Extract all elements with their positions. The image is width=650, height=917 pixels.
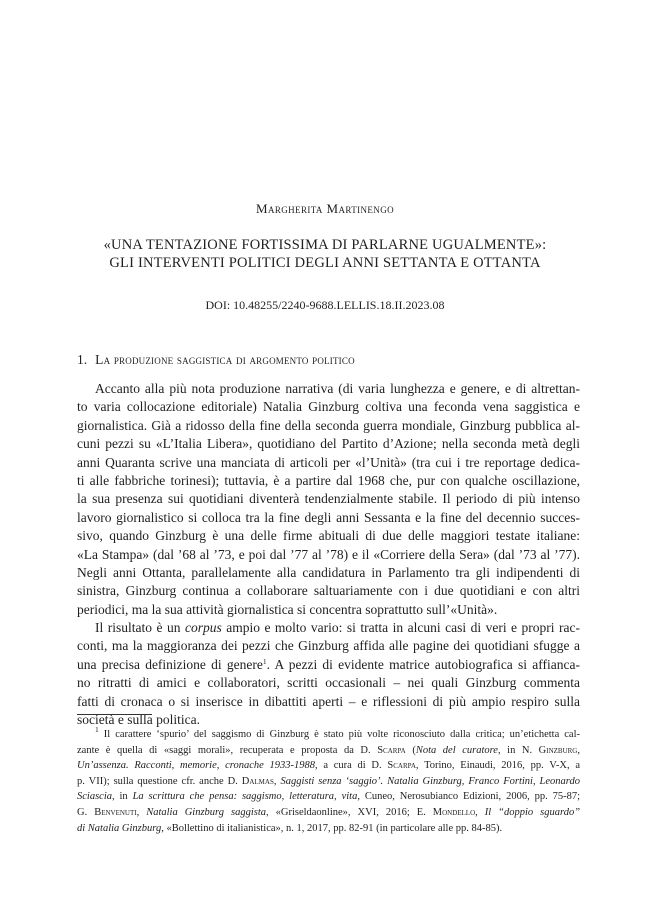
- cited-title: Il “doppio sguardo”: [484, 806, 581, 818]
- text-run: , in: [112, 791, 133, 803]
- paragraph-1-line: sinistra, Ginzburg continua a collaborare saltuariamente con i due quotidiani e con altri: [77, 583, 580, 599]
- author-surname: Ginzburg: [538, 744, 578, 756]
- article-title: [0, 236, 650, 272]
- footnote-line: [77, 758, 580, 774]
- cited-title: Saggisti senza ‘saggio’. Natalia Ginzburg, Franco Fortini, Leonardo: [280, 775, 580, 787]
- paragraph-2-line: [77, 619, 580, 637]
- author-surname: Mondello: [432, 806, 476, 818]
- paragraph-1-line: anni Quaranta scrive una manciata di articoli per «l’Unità» (tra cui i tre reportage dedica-: [77, 454, 580, 470]
- paragraph-2-line: [77, 656, 580, 674]
- author-surname: Benvenuti: [94, 806, 137, 818]
- text-run: una precisa definizione di genere: [77, 656, 263, 672]
- text-run: , «Griseldaonline», XVI, 2016; E.: [266, 806, 433, 818]
- text-run: Il risultato è un: [95, 620, 185, 636]
- text-run: , Cuneo, Nerosubianco Edizioni, 2006, pp. 75-87;: [357, 791, 581, 803]
- paragraph-2-line: società e sulla politica.: [77, 712, 200, 728]
- cited-title: Natalia Ginzburg saggista: [146, 806, 266, 818]
- paragraph-1-line: Negli anni Ottanta, parallelamente alla candidatura in Parlamento tra gli indipendenti di: [77, 564, 580, 580]
- paragraph-1-line: to varia collocazione editoriale) Natalia Ginzburg coltiva una feconda vena saggistica e: [77, 399, 580, 415]
- paragraph-1-line: ti alle fabbriche torinesi); tuttavia, è a partire dal 1968 che, pur con qualche oscillazione,: [77, 472, 580, 488]
- text-run: , in N.: [497, 744, 539, 756]
- doi-identifier[interactable]: DOI: 10.48255/2240-9688.LELLIS.18.II.2023.08: [205, 298, 445, 312]
- author-surname: Scarpa: [377, 744, 406, 756]
- text-run: ampio e molto vario: si tratta in alcuni casi di veri e propri rac-: [221, 620, 581, 636]
- paragraph-1-line: lavoro giornalistico si colloca tra la fine degli anni Sessanta e la fine del decennio succes-: [77, 509, 580, 525]
- footnote-line: [77, 821, 580, 837]
- cited-title: La scrittura che pensa: saggismo, letteratura, vita: [132, 791, 358, 803]
- footnote-divider: [77, 714, 152, 715]
- paragraph-1-line: periodici, ma la sua attività giornalistica si concentra soprattutto sull’«Unità».: [77, 601, 498, 617]
- text-run: ,: [475, 806, 485, 818]
- text-run: Il carattere ‘spurio’ del saggismo di Ginzburg è stato più volte riconosciuto dalla critica; un’etichetta cal-: [103, 729, 580, 740]
- text-run: , «Bollettino di italianistica», n. 1, 2017, pp. 82-91 (in particolare alle pp. 84-85).: [161, 822, 503, 834]
- cited-title: Sciascia: [77, 791, 112, 803]
- section-title: La produzione saggistica di argomento politico: [95, 352, 355, 367]
- author-name: Margherita Martinengo: [256, 201, 394, 216]
- paragraph-1-line: «La Stampa» (dal ’68 al ’73, e poi dal ’77 al ’78) e il «Corriere della Sera» (dal ’73 al ’77).: [77, 546, 580, 562]
- footnote-line: [77, 774, 580, 790]
- text-run: zante è quella di «saggi morali», recuperata e proposta da D.: [77, 744, 378, 756]
- cited-title: Nota del curatore: [415, 744, 498, 756]
- text-run: ,: [577, 744, 580, 756]
- paragraph-1-line: cuni pezzi su «L’Italia Libera», quotidiano del Partito d’Azione; nella seconda metà degli: [77, 436, 580, 452]
- text-run: p. VII); sulla questione cfr. anche D.: [77, 775, 242, 787]
- paragraph-2-line: fatti di cronaca o si inserisce in dibattiti aperti – e riflessioni di più ampio respiro sulla: [77, 693, 580, 709]
- paragraph-1-line: Accanto alla più nota produzione narrativa (di varia lunghezza e genere, e di altrettan-: [95, 381, 580, 396]
- italic-term: corpus: [184, 620, 222, 636]
- author-surname: Dalmas: [241, 775, 274, 787]
- paragraph-2-line: conti, ma la maggioranza dei pezzi che Ginzburg affida alle pagine dei quotidiani sfugge a: [77, 638, 580, 654]
- paragraph-1-line: sivo, quando Ginzburg è una delle firme abituali di due delle maggiori testate italiane:: [77, 528, 580, 544]
- cited-title: di Natalia Ginzburg: [77, 822, 162, 834]
- text-run: , a cura di D.: [315, 760, 388, 772]
- text-run: ,: [136, 806, 147, 818]
- text-run: . A pezzi di evidente matrice autobiografica si affianca-: [266, 656, 580, 672]
- title-line-2: GLI INTERVENTI POLITICI DEGLI ANNI SETTANTA E OTTANTA: [109, 255, 541, 271]
- paragraph-1-line: la sua presenza sui quotidiani diventerà tendenzialmente stabile. Il periodo di più intenso: [77, 491, 580, 507]
- body-text: [77, 380, 580, 729]
- footnote-marker: 1: [95, 725, 99, 734]
- text-run: ,: [273, 775, 281, 787]
- section-number: 1.: [77, 352, 88, 367]
- footnote-line: [77, 727, 580, 743]
- paragraph-1-line: giornalistica. Già a ridosso della fine della seconda guerra mondiale, Ginzburg pubblica al-: [77, 417, 580, 433]
- title-line-1: «UNA TENTAZIONE FORTISSIMA DI PARLARNE UGUALMENTE»:: [103, 237, 547, 253]
- footnotes: [77, 727, 580, 836]
- footnote-line: [77, 805, 580, 821]
- section-heading: [77, 352, 355, 368]
- text-run: (: [405, 744, 416, 756]
- text-run: G.: [77, 806, 95, 818]
- author-surname: Scarpa: [387, 760, 416, 772]
- footnote-line: [77, 789, 580, 805]
- paragraph-2-line: no ritratti di amici e collaboratori, scritti occasionali – nei quali Ginzburg commenta: [77, 675, 580, 691]
- footnote-line: [77, 743, 580, 759]
- footnote-reference[interactable]: 1: [262, 656, 267, 666]
- text-run: , Torino, Einaudi, 2016, pp. V-X, a: [415, 760, 581, 772]
- cited-title: Un’assenza. Racconti, memorie, cronache 1933-1988: [77, 760, 316, 772]
